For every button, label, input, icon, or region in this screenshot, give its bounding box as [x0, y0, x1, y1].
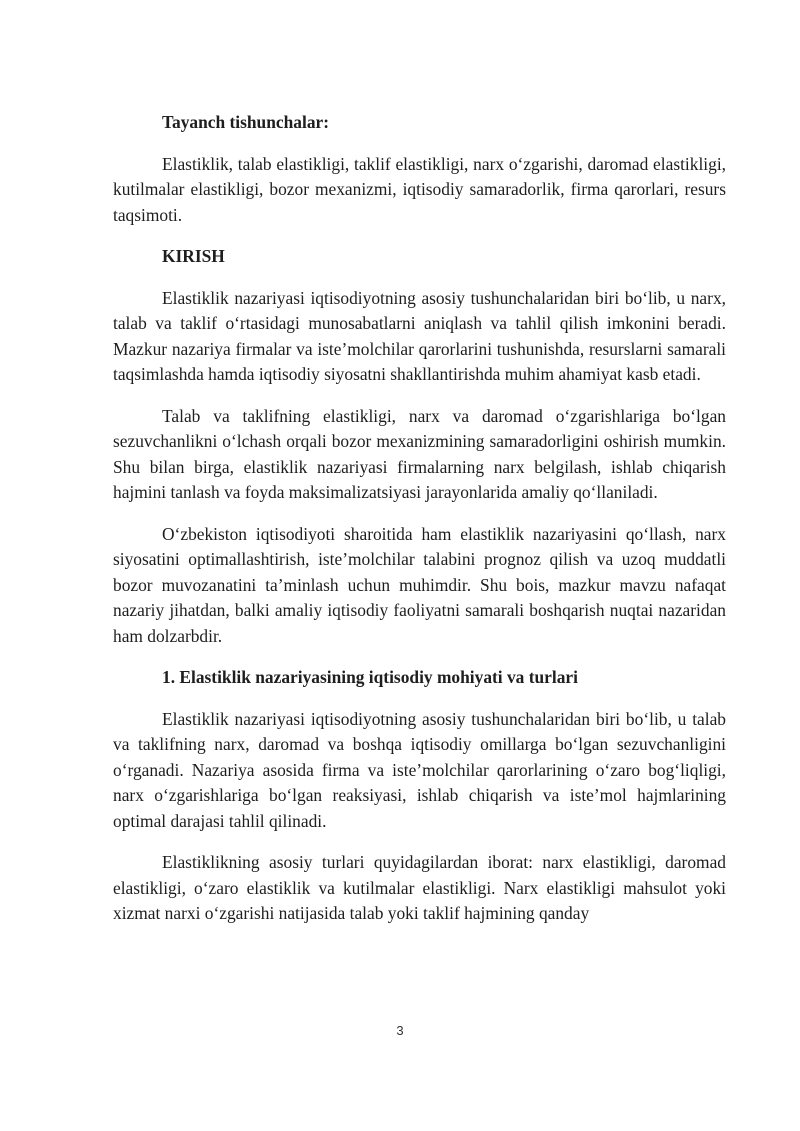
- key-terms-text: Elastiklik, talab elastikligi, taklif elastikligi, narx o‘zgarishi, daromad elastikligi, kutilmalar elastikligi, bozor mexanizmi, iqtisodiy samaradorlik, firma qarorlari, resurs taqsimoti.: [113, 153, 726, 225]
- key-terms-colon: :: [323, 112, 330, 132]
- intro-paragraph-2: Talab va taklifning elastikligi, narx va daromad o‘zgarishlariga bo‘lgan sezuvchanlikni o‘lchash orqali bozor mexanizmining samaradorligini oshirish mumkin. Shu bilan birga, elastiklik nazariyasi firmalarning narx belgilash, ishlab chiqarish hajmini tanlash va foyda maksimalizatsiyasi jarayonlarida amaliy qo‘llaniladi.: [113, 405, 726, 502]
- intro-paragraph-3: O‘zbekiston iqtisodiyoti sharoitida ham elastiklik nazariyasini qo‘llash, narx siyosatini optimallashtirish, iste’molchilar talabini prognoz qilish va uzoq muddatli bozor muvozanatini ta’minlash uchun muhimdir. Shu bois, mazkur mavzu nafaqat nazariy jihatdan, balki amaliy iqtisodiy faoliyatni samarali boshqarish nuqtai nazaridan ham dolzarbdir.: [113, 523, 726, 646]
- page-content: [113, 110, 726, 927]
- page-number: 3: [396, 1023, 404, 1038]
- section1-paragraph-1: Elastiklik nazariyasi iqtisodiyotning asosiy tushunchalaridan biri bo‘lib, u talab va taklifning narx, daromad va boshqa iqtisodiy omillarga bo‘lgan sezuvchanligini o‘rganadi. Nazariya asosida firma va iste’molchilar qarorlarining o‘zaro bog‘liqligi, narx o‘zgarishlariga bo‘lgan reaksiyasi, ishlab chiqarish va iste’mol hajmlarining optimal darajasi tahlil qilinadi.: [113, 708, 726, 831]
- section1-heading: 1. Elastiklik nazariyasining iqtisodiy mohiyati va turlari: [162, 667, 578, 687]
- intro-heading: KIRISH: [162, 246, 225, 266]
- intro-paragraph-1: Elastiklik nazariyasi iqtisodiyotning asosiy tushunchalaridan biri bo‘lib, u narx, talab va taklif o‘rtasidagi munosabatlarni aniqlash va tahlil qilish imkonini beradi. Mazkur nazariya firmalar va iste’molchilar qarorlarini tushunishda, resurslarni samarali taqsimlashda hamda iqtisodiy siyosatni shakllantirishda muhim ahamiyat kasb etadi.: [113, 287, 726, 384]
- section1-paragraph-2: Elastiklikning asosiy turlari quyidagilardan iborat: narx elastikligi, daromad elastikligi, o‘zaro elastiklik va kutilmalar elastikligi. Narx elastikligi mahsulot yoki xizmat narxi o‘zgarishi natijasida talab yoki taklif hajmining qanday: [113, 852, 726, 923]
- key-terms-heading: [113, 110, 726, 136]
- key-terms-label: Tayanch tishunchalar: [162, 112, 324, 132]
